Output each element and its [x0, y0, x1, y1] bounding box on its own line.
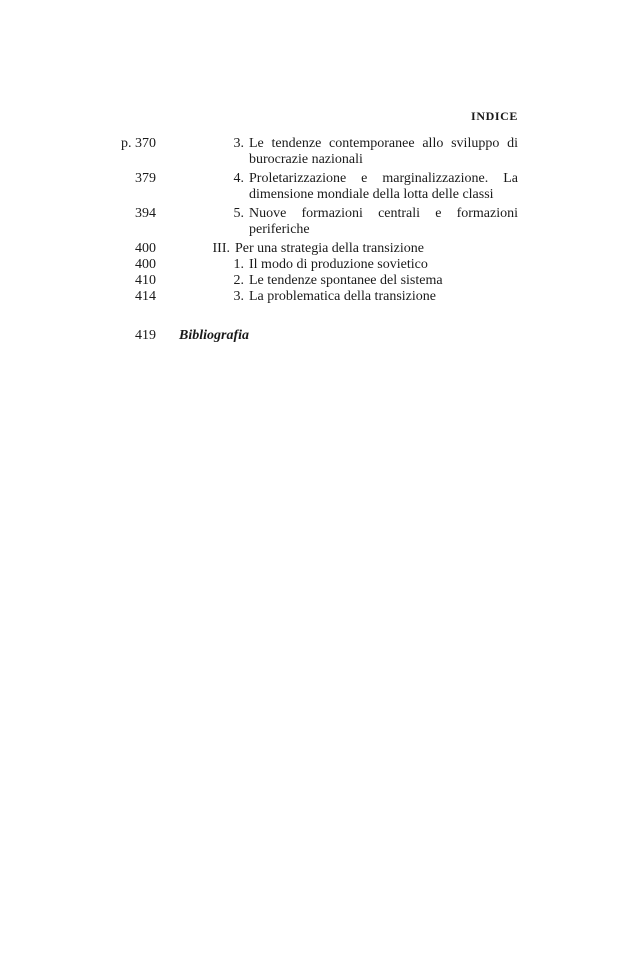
toc-entry-title: Bibliografia	[179, 328, 250, 343]
toc-part-number: III.	[212, 241, 230, 256]
toc-page-number: p. 370	[121, 136, 156, 151]
toc-page-number: 414	[135, 289, 156, 304]
toc-entry	[0, 206, 642, 238]
toc-section-number: 1.	[233, 257, 244, 272]
toc-entry	[0, 171, 642, 203]
toc-entry-title: La problematica della transizione	[249, 289, 436, 304]
toc-entry-title: Nuove formazioni centrali e formazioni periferiche	[249, 206, 518, 237]
toc-section-number: 3.	[233, 136, 244, 151]
toc-entry	[0, 289, 642, 305]
toc-page-number: 400	[135, 241, 156, 256]
toc-entry-title: Il modo di produzione sovietico	[249, 257, 428, 272]
toc-entry	[0, 136, 642, 168]
toc-entry	[0, 257, 642, 273]
toc-entry	[0, 241, 642, 257]
toc-page-number: 419	[135, 328, 156, 343]
toc-section-number: 4.	[233, 171, 244, 186]
toc-entry	[0, 273, 642, 289]
toc-entry-title: Proletarizzazione e marginalizzazione. La dimensione mondiale della lotta delle classi	[249, 171, 518, 202]
toc-section-number: 2.	[233, 273, 244, 288]
running-head: INDICE	[471, 109, 518, 123]
toc-section-number: 3.	[233, 289, 244, 304]
toc-page-number: 410	[135, 273, 156, 288]
toc-section-number: 5.	[233, 206, 244, 221]
toc-entry-title: Le tendenze spontanee del sistema	[249, 273, 443, 288]
toc-page-number: 379	[135, 171, 156, 186]
toc-entry	[0, 328, 642, 344]
toc-page-number: 400	[135, 257, 156, 272]
toc-page-number: 394	[135, 206, 156, 221]
toc-entry-title: Le tendenze contemporanee allo sviluppo di burocrazie nazionali	[249, 136, 518, 167]
toc-entry-title: Per una strategia della transizione	[235, 241, 424, 256]
table-of-contents	[0, 136, 642, 344]
